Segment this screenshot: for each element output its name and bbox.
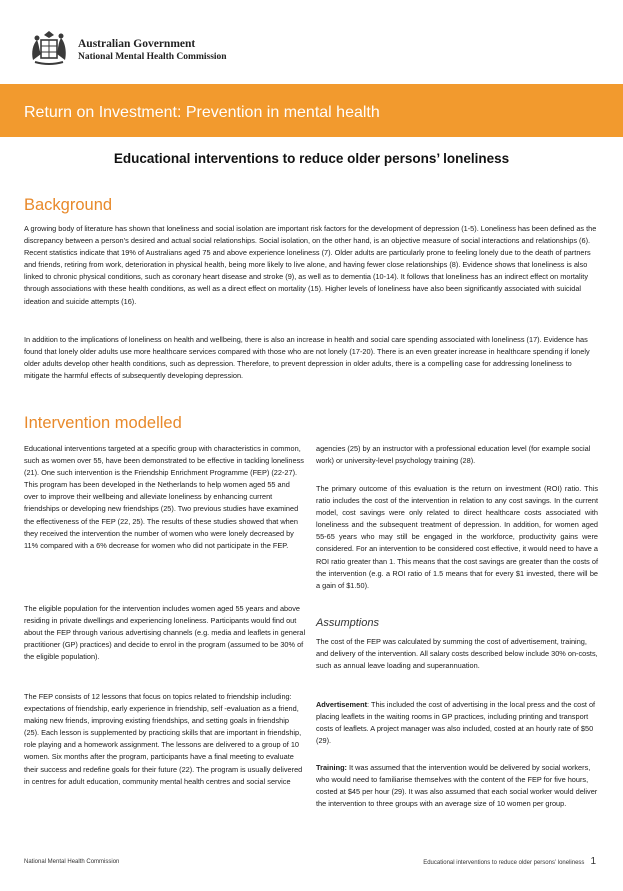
training-text: It was assumed that the intervention would be delivered by social workers, who would need to familiarise themselves with the content of the FEP for five hours, costed at $45 per hour (29). It was also assumed that each social worker would deliver the intervention to three groups with an average size of 10 women per group. bbox=[316, 763, 598, 809]
document-subtitle: Educational interventions to reduce older persons’ loneliness bbox=[113, 151, 510, 166]
government-wordmark bbox=[78, 38, 227, 63]
intervention-heading: Intervention modelled bbox=[24, 414, 182, 432]
background-paragraph-2: In addition to the implications of loneliness on health and wellbeing, there is also an increase in health and social care spending associated with loneliness (17). Evidence has found that lonely older adults use more healthcare services compared with those who are not lonely (17-20). There is an even greater increase in healthcare spending if lonely older adults develop other health conditions, such as depression. Therefore, to prevent depression in older adults, there is a compelling case for addressing loneliness to mitigate the harmful effects of subsequently developing depression. bbox=[24, 335, 590, 381]
advertisement-label: Advertisement bbox=[316, 700, 368, 709]
intervention-left-paragraph-1: Educational interventions targeted at a specific group with characteristics in common, such as women over 55, have been demonstrated to be effective in tackling loneliness (21). One such intervention is the Friendship Enrichment Programme (FEP) (22-27). This program has been developed in the Netherlands to help women aged 55 and over to improve their wellbeing and alleviate loneliness by enhancing current friendships or developing new friendships (25). Two previous studies have examined the effectiveness of the FEP (22, 25). The results of these studies showed that when they received the intervention the number of women who were lonely decreased by 11% compared with a 6% decrease for women who did not participate in the FEP. bbox=[24, 444, 304, 550]
footer-organisation: National Mental Health Commission bbox=[24, 859, 120, 865]
intervention-left-paragraph-2: The eligible population for the intervention includes women aged 55 years and above residing in private dwellings and experiencing loneliness. Participants would find out about the FEP through various advertising channels (e.g. media and leaflets in general practitioner (GP) practices) and decide to enrol in the program (assumed to be 30% of the eligible population). bbox=[24, 604, 306, 662]
training-label: Training: bbox=[316, 763, 348, 772]
assumptions-paragraph: The cost of the FEP was calculated by summing the cost of advertisement, training, and delivery of the intervention. All salary costs described below include 30% on-costs, such as annual leave loading and superannuation. bbox=[316, 637, 598, 671]
footer-document-title: Educational interventions to reduce older persons’ loneliness bbox=[423, 860, 585, 866]
page-header bbox=[0, 0, 623, 82]
background-paragraph-1: A growing body of literature has shown that loneliness and social isolation are important risk factors for the development of depression (1-5). Loneliness has been defined as the discrepancy between a person’s desired and actual social relationships. Social isolation, on the other hand, is an objective measure of social interactions and relationships (6). Recent statistics indicate that 19% of Australians aged 75 and above experience loneliness (7). Older adults are particularly prone to feeling lonely due to the death of partners and friends, retiring from work, deterioration in physical health, being more likely to live alone, and having fewer close relationships (8). Evidence shows that loneliness is also linked to chronic physical conditions, such as coronary heart disease and stroke (9), as well as to dementia (10-14). It follows that loneliness has an indirect effect on mortality through associations with these health conditions, as well as a direct effect on mortality (15). Higher levels of loneliness have also been significantly associated with suicidal ideation and suicide attempts (16). bbox=[24, 224, 597, 306]
advertisement-paragraph bbox=[316, 699, 598, 747]
advertisement-text: : This included the cost of advertising in the local press and the cost of placing leaflets in the waiting rooms in GP practices, including printing and transport costs of leaflets. A project manager was also included, costed at an hourly rate of $50 (29). bbox=[316, 700, 596, 746]
coat-of-arms-icon bbox=[27, 30, 71, 68]
intervention-left-paragraph-3: The FEP consists of 12 lessons that focus on topics related to friendship including: expectations of friendship, early experience in friendship, self -evaluation as a friend, making new friends, improving existing friendships, and setting goals in friendship (25). Each lesson is supplemented by practicing skills that are important in friendship, role playing and a homework assignment. The lessons are delivered to a group of 10 women. Six months after the program, participants have a final meeting to evaluate their success and redefine goals for their future (22). The program is usually delivered in centres for adult education, community mental health centres and social service bbox=[24, 692, 303, 786]
banner-title: Return on Investment: Prevention in mental health bbox=[24, 104, 380, 121]
intervention-right-paragraph-2: The primary outcome of this evaluation is the return on investment (ROI) ratio. This ratio includes the cost of the intervention in relation to any cost savings. In the current model, cost savings were only related to direct healthcare costs associated with loneliness and the subsequent treatment of depression. In addition, for women aged 55-65 years who may still be engaged in the workforce, productivity gains were considered. For an intervention to be considered cost effective, it would need to have a ROI ratio greater than 1. This means that the cost savings are greater than the costs of the intervention (e.g. a ROI ratio of 1.5 means that for every $1 invested, there will be a gain of $1.50). bbox=[316, 484, 598, 590]
background-heading: Background bbox=[24, 196, 113, 214]
assumptions-heading: Assumptions bbox=[316, 617, 379, 629]
footer-right bbox=[423, 856, 596, 867]
intervention-right-paragraph-1: agencies (25) by an instructor with a professional education level (for example social work) or university-level psychology training (28). bbox=[316, 444, 591, 466]
page-number: 1 bbox=[590, 856, 596, 867]
commission-name: National Mental Health Commission bbox=[78, 52, 227, 62]
training-paragraph bbox=[316, 762, 598, 810]
government-name: Australian Government bbox=[78, 38, 196, 50]
